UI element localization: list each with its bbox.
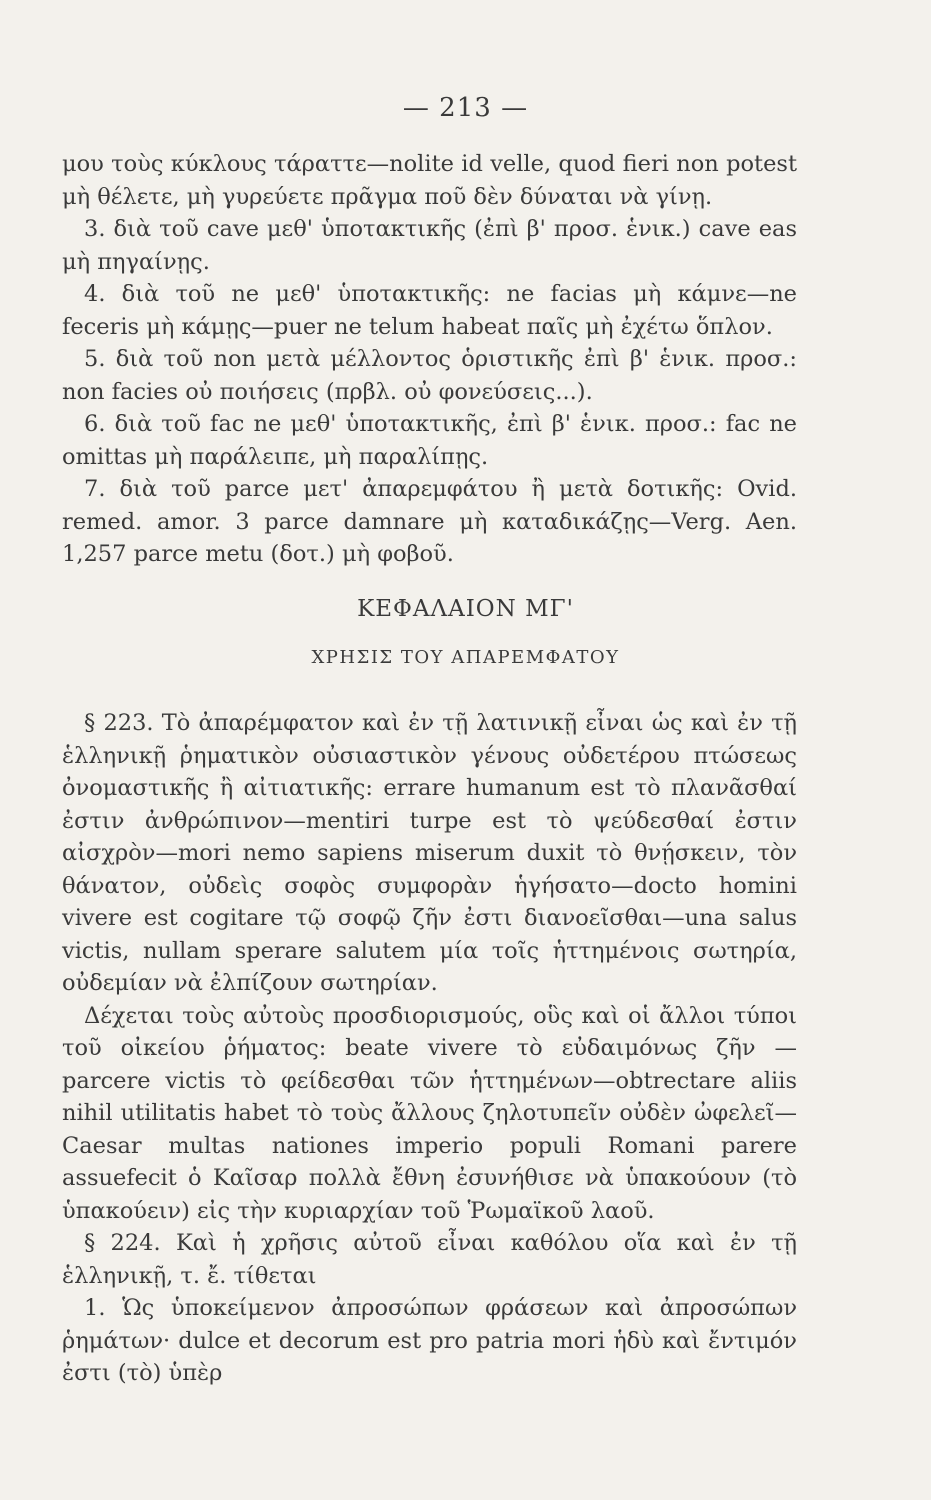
text-block-top: [62, 148, 797, 571]
paragraph: 5. διὰ τοῦ non μετὰ μέλλοντος ὁριστικῆς ἐπὶ β' ἑνικ. προσ.: non facies οὐ ποιήσεις (πρβλ. οὐ φονεύσεις...).: [62, 346, 797, 405]
paragraph: § 224. Καὶ ἡ χρῆσις αὐτοῦ εἶναι καθόλου οἵα καὶ ἐν τῇ ἑλληνικῇ, τ. ἔ. τίθεται: [62, 1230, 797, 1289]
paragraph: 6. διὰ τοῦ fac ne μεθ' ὑποτακτικῆς, ἐπὶ β' ἑνικ. προσ.: fac ne omittas μὴ παράλειπε, μὴ παραλίπῃς.: [62, 411, 797, 470]
paragraph: μου τοὺς κύκλους τάραττε—nolite id velle, quod fieri non potest μὴ θέλετε, μὴ γυρεύετε πρᾶγμα ποῦ δὲν δύναται νὰ γίνῃ.: [62, 151, 797, 210]
text-block-bottom: [62, 707, 797, 1390]
paragraph: 4. διὰ τοῦ ne μεθ' ὑποτακτικῆς: ne facias μὴ κάμνε—ne feceris μὴ κάμῃς—puer ne telum habeat παῖς μὴ ἐχέτω ὅπλον.: [62, 281, 797, 340]
paragraph: 7. διὰ τοῦ parce μετ' ἀπαρεμφάτου ἢ μετὰ δοτικῆς: Ovid. remed. amor. 3 parce damnare μὴ καταδικάζῃς—Verg. Aen. 1,257 parce metu (δοτ.) μὴ φοβοῦ.: [62, 476, 797, 567]
paragraph: 3. διὰ τοῦ cave μεθ' ὑποτακτικῆς (ἐπὶ β' προσ. ἑνικ.) cave eas μὴ πηγαίνῃς.: [62, 216, 797, 275]
chapter-title: ΚΕΦΑΛΑΙΟΝ ΜΓ': [357, 596, 574, 622]
chapter-subtitle: ΧΡΗΣΙΣ ΤΟΥ ΑΠΑΡΕΜΦΑΤΟΥ: [311, 647, 620, 668]
paragraph: § 223. Τὸ ἀπαρέμφατον καὶ ἐν τῇ λατινικῇ εἶναι ὡς καὶ ἐν τῇ ἑλληνικῇ ῥηματικὸν οὐσιαστικὸν γένους οὐδετέρου πτώσεως ὀνομαστικῆς ἢ αἰτιατικῆς: errare humanum est τὸ πλανᾶσθαί ἐστιν ἀνθρώπινον—mentiri turpe est τὸ ψεύδεσθαί ἐστιν αἰσχρὸν—mori nemo sapiens miserum duxit τὸ θνῄσκειν, τὸν θάνατον, οὐδεὶς σοφὸς συμφορὰν ἡγήσατο—docto homini vivere est cogitare τῷ σοφῷ ζῆν ἐστι διανοεῖσθαι—una salus victis, nullam sperare salutem μία τοῖς ἡττημένοις σωτηρία, οὐδεμίαν νὰ ἐλπίζουν σωτηρίαν.: [62, 710, 797, 996]
page-number: — 213 —: [402, 93, 529, 123]
paragraph: Δέχεται τοὺς αὐτοὺς προσδιορισμούς, οὓς καὶ οἱ ἄλλοι τύποι τοῦ οἰκείου ῥήματος: beate vivere τὸ εὐδαιμόνως ζῆν — parcere victis τὸ φείδεσθαι τῶν ἡττημένων—obtrectare aliis nihil utilitatis habet τὸ τοὺς ἄλλους ζηλοτυπεῖν οὐδὲν ὠφελεῖ—Caesar multas nationes imperio populi Romani parere assuefecit ὁ Καῖσαρ πολλὰ ἔθνη ἐσυνήθισε νὰ ὑπακούουν (τὸ ὑπακούειν) εἰς τὴν κυριαρχίαν τοῦ Ῥωμαϊκοῦ λαοῦ.: [62, 1002, 797, 1224]
paragraph: 1. Ὡς ὑποκείμενον ἀπροσώπων φράσεων καὶ ἀπροσώπων ῥημάτων· dulce et decorum est pro patria mori ἡδὺ καὶ ἔντιμόν ἐστι (τὸ) ὑπὲρ: [62, 1295, 797, 1386]
